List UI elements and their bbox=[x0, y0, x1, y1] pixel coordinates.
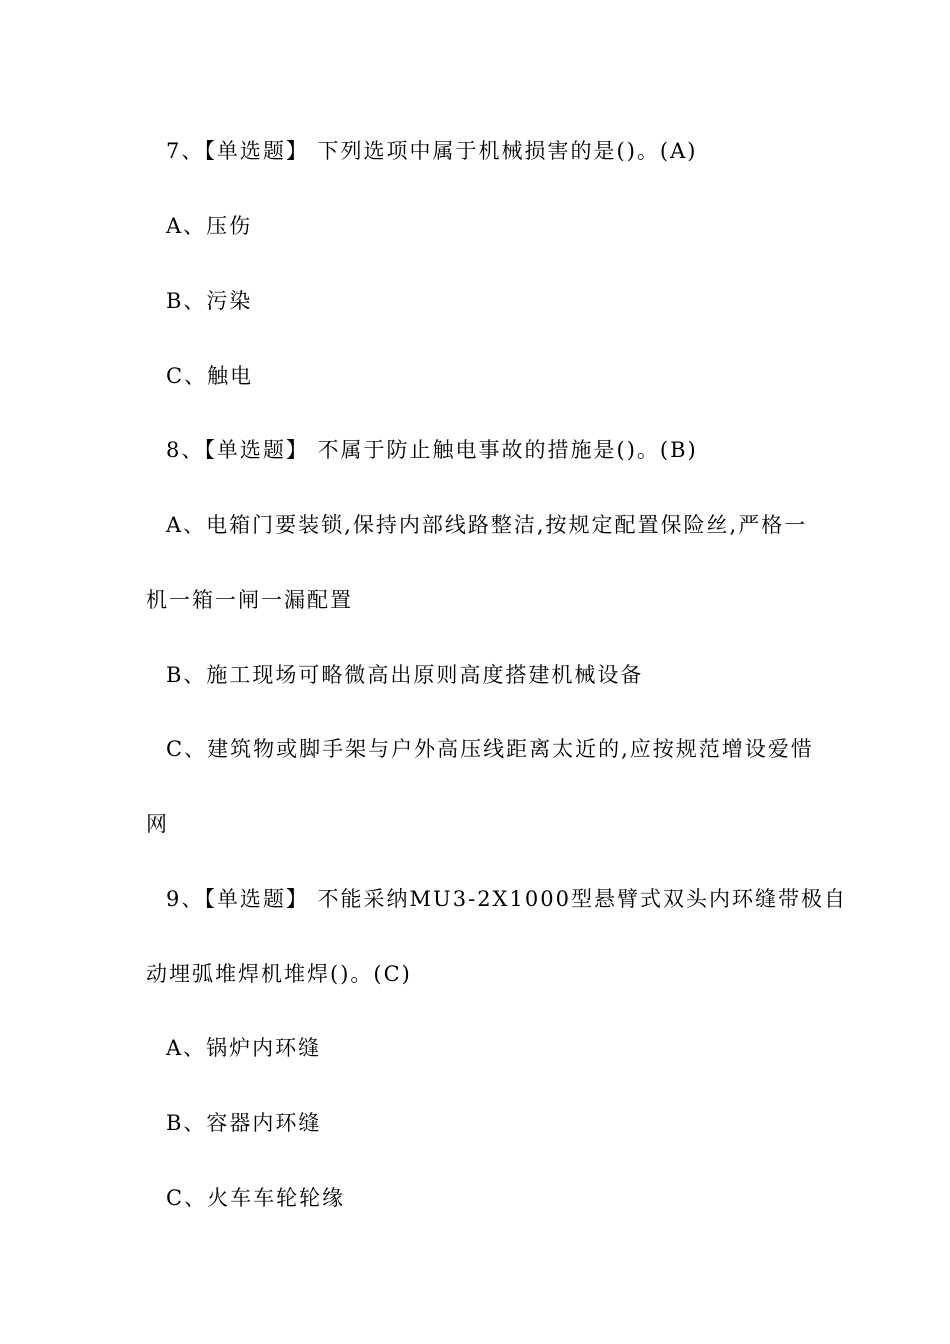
question-8-option-b: B、施工现场可略微高出原则高度搭建机械设备 bbox=[166, 663, 644, 687]
question-7-option-c: C、触电 bbox=[166, 364, 254, 388]
question-8-option-c-continued: 网 bbox=[146, 812, 169, 836]
question-9-stem-continued: 动埋弧堆焊机堆焊()。(C) bbox=[146, 962, 412, 986]
question-8-stem: 8、【单选题】 不属于防止触电事故的措施是()。(B) bbox=[166, 438, 698, 462]
question-8-option-a-continued: 机一箱一闸一漏配置 bbox=[146, 588, 353, 612]
question-8-option-a: A、电箱门要装锁,保持内部线路整洁,按规定配置保险丝,严格一 bbox=[166, 513, 808, 537]
question-9-option-b: B、容器内环缝 bbox=[166, 1111, 322, 1135]
question-8-option-c: C、建筑物或脚手架与户外高压线距离太近的,应按规范增设爱惜 bbox=[166, 737, 814, 761]
question-9-stem: 9、【单选题】 不能采纳MU3-2X1000型悬臂式双头内环缝带极自 bbox=[166, 887, 847, 911]
question-7-stem: 7、【单选题】 下列选项中属于机械损害的是()。(A) bbox=[166, 139, 698, 163]
question-7-option-b: B、污染 bbox=[166, 289, 253, 313]
question-7-option-a: A、压伤 bbox=[166, 214, 253, 238]
question-9-option-a: A、锅炉内环缝 bbox=[166, 1036, 322, 1060]
question-9-option-c: C、火车车轮轮缘 bbox=[166, 1186, 346, 1210]
